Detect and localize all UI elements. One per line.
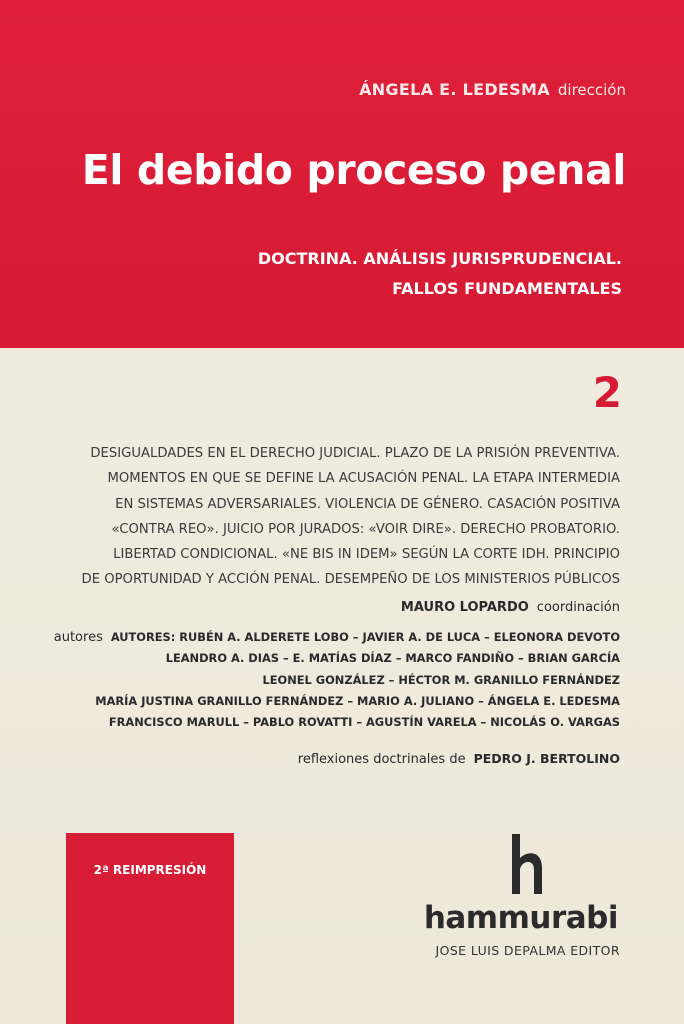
author-names: AUTORES: RUBÉN A. ALDERETE LOBO – JAVIER A. DE LUCA – ELEONORA DEVOTO: [110, 630, 620, 644]
publisher-name: hammurabi: [423, 900, 618, 936]
volume-number: 2: [592, 368, 622, 417]
author-line: [20, 627, 620, 648]
title-band: [0, 0, 684, 348]
h-logo-icon: [508, 832, 548, 896]
author-line: LEANDRO A. DIAS – E. MATÍAS DÍAZ – MARCO FANDIÑO – BRIAN GARCÍA: [165, 651, 620, 666]
reflections-credit: [298, 751, 620, 767]
author-line: LEONEL GONZÁLEZ – HÉCTOR M. GRANILLO FERNÁNDEZ: [262, 672, 620, 687]
book-subtitle: [258, 244, 622, 304]
authors-label: autores: [53, 630, 103, 645]
director-name: ÁNGELA E. LEDESMA: [359, 80, 550, 99]
reprint-label: 2ª REIMPRESIÓN: [93, 863, 207, 877]
book-title: El debido proceso penal: [81, 146, 626, 194]
publisher-editor: JOSE LUIS DEPALMA EDITOR: [435, 943, 620, 958]
author-line: FRANCISCO MARULL – PABLO ROVATTI – AGUSTÍN VARELA – NICOLÁS O. VARGAS: [108, 715, 620, 730]
topic-line: «CONTRA REO». JUICIO POR JURADOS: «VOIR DIRE». DERECHO PROBATORIO.: [111, 521, 620, 537]
reprint-box: [66, 833, 234, 1024]
topic-line: EN SISTEMAS ADVERSARIALES. VIOLENCIA DE GÉNERO. CASACIÓN POSITIVA: [115, 496, 620, 512]
coordinator-role: coordinación: [536, 600, 620, 615]
topic-line: LIBERTAD CONDICIONAL. «NE BIS IN IDEM» SEGÚN LA CORTE IDH. PRINCIPIO: [113, 547, 620, 563]
authors-list: [20, 627, 620, 733]
reflections-label: reflexiones doctrinales de: [297, 752, 466, 767]
topic-line: DESIGUALDADES EN EL DERECHO JUDICIAL. PLAZO DE LA PRISIÓN PREVENTIVA.: [90, 446, 620, 461]
coordination-credit: [401, 600, 620, 615]
coordinator-name: MAURO LOPARDO: [400, 600, 529, 615]
subtitle-line: FALLOS FUNDAMENTALES: [392, 279, 622, 298]
subtitle-line: DOCTRINA. ANÁLISIS JURISPRUDENCIAL.: [257, 249, 622, 268]
director-role: dirección: [557, 81, 626, 99]
reflections-name: PEDRO J. BERTOLINO: [473, 751, 620, 766]
topic-line: MOMENTOS EN QUE SE DEFINE LA ACUSACIÓN PENAL. LA ETAPA INTERMEDIA: [107, 471, 620, 487]
author-line: MARÍA JUSTINA GRANILLO FERNÁNDEZ – MARIO A. JULIANO – ÁNGELA E. LEDESMA: [95, 693, 620, 708]
topic-line: DE OPORTUNIDAD Y ACCIÓN PENAL. DESEMPEÑO DE LOS MINISTERIOS PÚBLICOS: [81, 572, 620, 588]
director-credit: [359, 80, 626, 99]
topics-list: [20, 441, 620, 593]
